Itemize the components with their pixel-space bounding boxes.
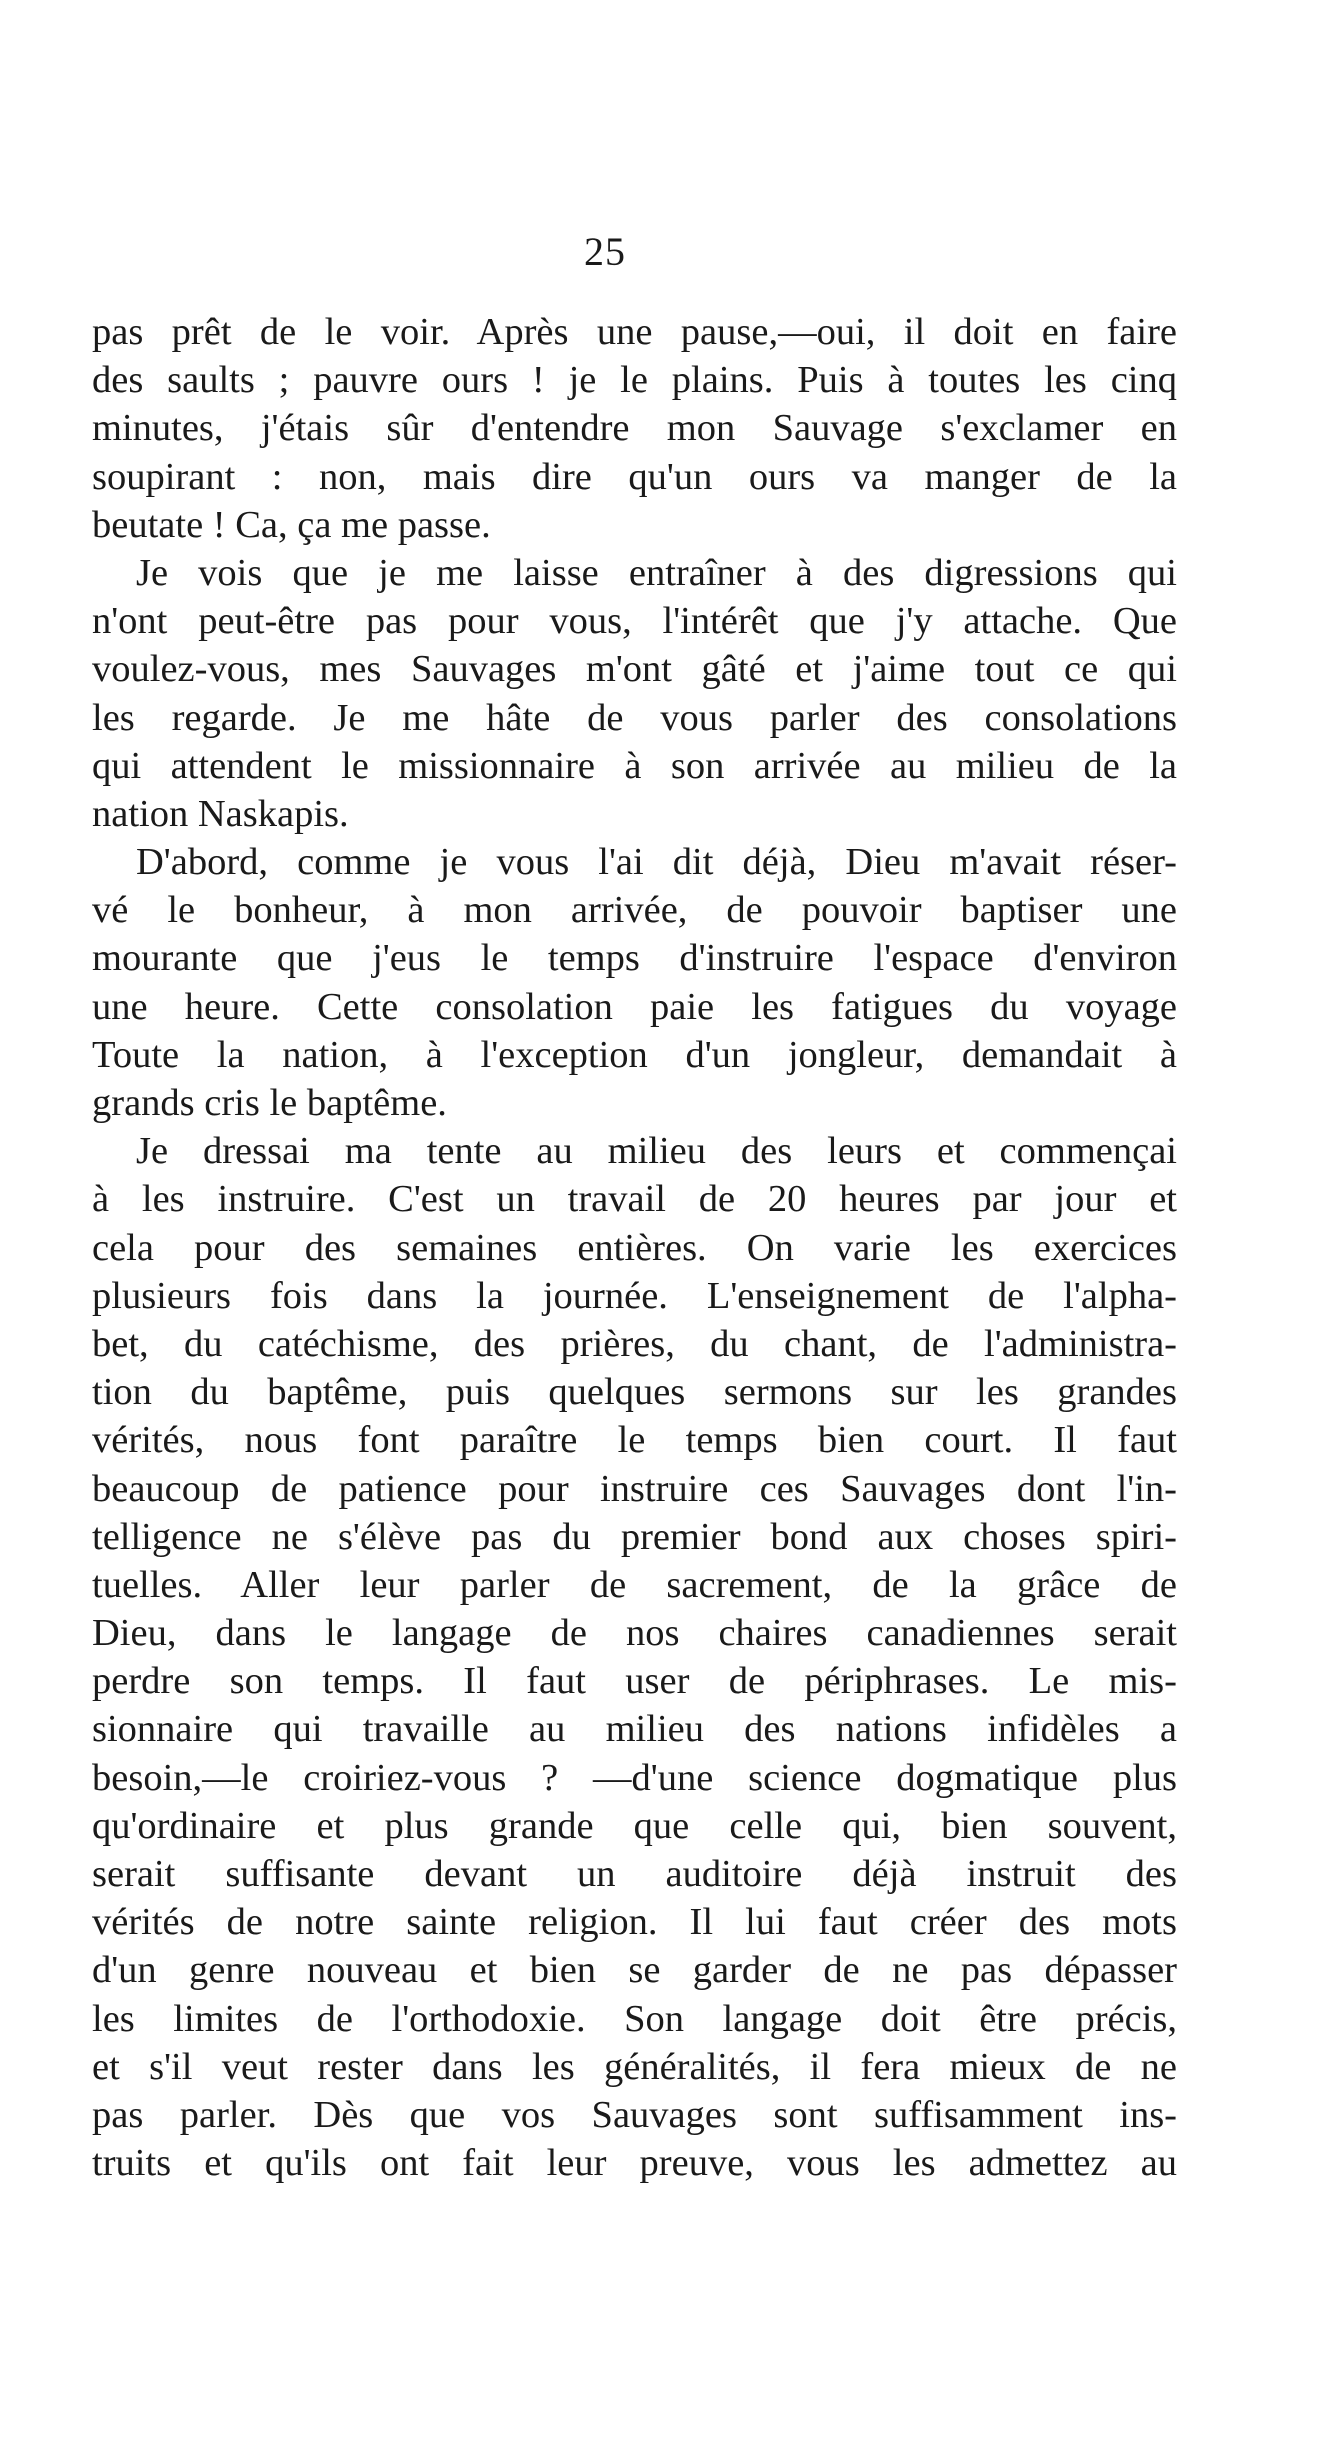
text-line: beutate ! Ca, ça me passe. [92,503,491,546]
text-line: D'abord, comme je vous l'ai dit déjà, Dieu m'avait réser- [136,841,1177,884]
text-line: mourante que j'eus le temps d'instruire l'espace d'environ [92,937,1177,980]
text-line: les regarde. Je me hâte de vous parler des consolations [92,696,1177,739]
text-line: les limites de l'orthodoxie. Son langage doit être précis, [92,1997,1177,2040]
text-line: serait suffisante devant un auditoire déjà instruit des [92,1853,1177,1895]
page-number: 25 [584,229,626,274]
text-line: besoin,—le croiriez-vous ? —d'une science dogmatique plus [92,1756,1177,1799]
text-line: vérités de notre sainte religion. Il lui faut créer des mots [92,1901,1177,1944]
paragraph [92,308,1177,549]
text-line: d'un genre nouveau et bien se garder de ne pas dépasser [92,1949,1177,1992]
paragraph [92,838,1177,1127]
text-line: et s'il veut rester dans les généralités, il fera mieux de ne [92,2045,1177,2088]
text-line: voulez-vous, mes Sauvages m'ont gâté et j'aime tout ce qui [92,648,1177,691]
text-line: Je vois que je me laisse entraîner à des digressions qui [136,551,1177,594]
text-line: pas prêt de le voir. Après une pause,—oui, il doit en faire [92,311,1177,353]
text-line: grands cris le baptême. [92,1082,447,1124]
text-line: vé le bonheur, à mon arrivée, de pouvoir baptiser une [92,889,1177,932]
text-line: qu'ordinaire et plus grande que celle qui, bien souvent, [92,1804,1177,1847]
paragraph [92,1127,1177,2187]
text-line: perdre son temps. Il faut user de périphrases. Le mis- [92,1660,1177,1703]
text-line: vérités, nous font paraître le temps bien court. Il faut [92,1419,1177,1462]
text-line: pas parler. Dès que vos Sauvages sont suffisamment ins- [92,2093,1177,2136]
text-line: tuelles. Aller leur parler de sacrement, de la grâce de [92,1563,1177,1606]
text-line: Dieu, dans le langage de nos chaires canadiennes serait [92,1612,1177,1655]
text-line: tion du baptême, puis quelques sermons sur les grandes [92,1371,1177,1414]
text-line: truits et qu'ils ont fait leur preuve, vous les admettez au [92,2142,1177,2185]
text-line: beaucoup de patience pour instruire ces Sauvages dont l'in- [92,1467,1177,1510]
text-line: plusieurs fois dans la journée. L'enseignement de l'alpha- [92,1274,1177,1317]
text-line: cela pour des semaines entières. On varie les exercices [92,1226,1177,1269]
text-line: bet, du catéchisme, des prières, du chant, de l'administra- [92,1322,1177,1365]
text-line: minutes, j'étais sûr d'entendre mon Sauvage s'exclamer en [92,407,1177,450]
text-line: Je dressai ma tente au milieu des leurs et commençai [136,1130,1177,1173]
text-line: qui attendent le missionnaire à son arrivée au milieu de la [92,744,1177,787]
text-line: sionnaire qui travaille au milieu des nations infidèles a [92,1708,1177,1751]
text-line: des saults ; pauvre ours ! je le plains. Puis à toutes les cinq [92,359,1177,402]
body-text [92,308,1177,2187]
text-line: n'ont peut-être pas pour vous, l'intérêt que j'y attache. Que [92,600,1177,643]
paragraph [92,549,1177,838]
text-line: telligence ne s'élève pas du premier bond aux choses spiri- [92,1515,1177,1558]
text-line: à les instruire. C'est un travail de 20 heures par jour et [92,1178,1177,1221]
text-line: nation Naskapis. [92,792,349,835]
text-line: une heure. Cette consolation paie les fatigues du voyage [92,985,1177,1028]
text-line: soupirant : non, mais dire qu'un ours va manger de la [92,455,1177,498]
text-line: Toute la nation, à l'exception d'un jongleur, demandait à [92,1033,1177,1076]
